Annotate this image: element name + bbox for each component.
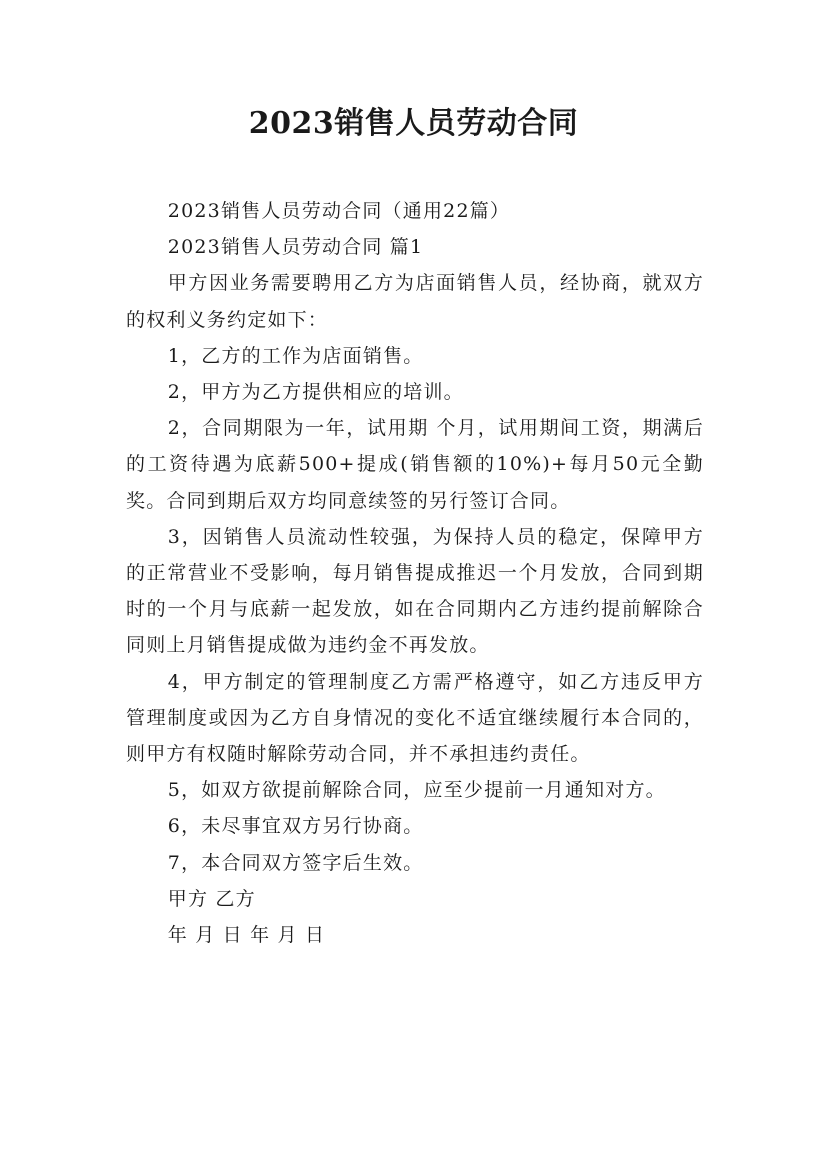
paragraph-subtitle: 2023销售人员劳动合同（通用22篇） (167, 200, 511, 222)
paragraph-clause-2b: 2，合同期限为一年，试用期 个月，试用期间工资，期满后的工资待遇为底薪500+提成(销售额的10%)+每月50元全勤奖。合同到期后双方均同意续签的另行签订合同。 (126, 417, 704, 512)
paragraph-clause-5: 5，如双方欲提前解除合同，应至少提前一月通知对方。 (167, 779, 666, 802)
signature-dates: 年 月 日 年 月 日 (167, 924, 326, 947)
paragraph-clause-4: 4，甲方制定的管理制度乙方需严格遵守，如乙方违反甲方管理制度或因为乙方自身情况的变化不适宜继续履行本合同的，则甲方有权随时解除劳动合同，并不承担违约责任。 (126, 670, 704, 766)
paragraph-clause-1: 1，乙方的工作为店面销售。 (167, 344, 424, 367)
paragraph-clause-3: 3，因销售人员流动性较强，为保持人员的稳定，保障甲方的正常营业不受影响，每月销售提成推迟一个月发放，合同到期时的一个月与底薪一起发放，如在合同期内乙方违约提前解除合同则上月销售提成做为违约金不再发放。 (126, 525, 704, 657)
paragraph-clause-2a: 2，甲方为乙方提供相应的培训。 (167, 381, 464, 404)
paragraph-clause-6: 6，未尽事宜双方另行协商。 (167, 815, 424, 838)
document-body (126, 193, 704, 953)
paragraph-section-heading: 2023销售人员劳动合同 篇1 (167, 236, 424, 259)
paragraph-clause-7: 7，本合同双方签字后生效。 (167, 851, 424, 874)
document-title: 2023销售人员劳动合同 (248, 106, 579, 141)
signature-parties: 甲方 乙方 (167, 887, 256, 910)
paragraph-intro: 甲方因业务需要聘用乙方为店面销售人员，经协商，就双方的权利义务约定如下： (126, 272, 704, 331)
